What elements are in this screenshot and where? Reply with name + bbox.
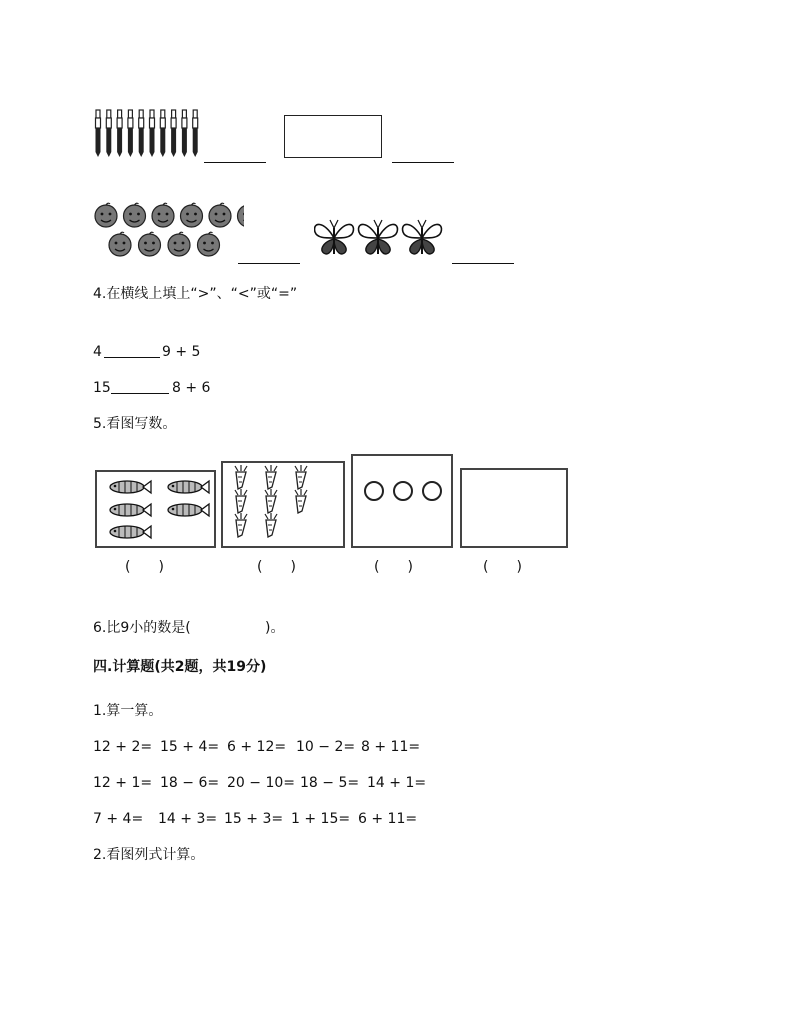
calc-problem: 12 + 2= xyxy=(93,739,153,755)
pumpkin-face xyxy=(181,203,203,227)
counting-stick xyxy=(117,110,122,157)
calc-1-prompt: 1.算一算。 xyxy=(93,703,163,719)
counting-stick xyxy=(139,110,144,157)
carrot xyxy=(295,465,307,489)
calc-problem: 18 − 6= xyxy=(160,775,220,791)
compare-blank[interactable] xyxy=(104,357,160,358)
carrot xyxy=(265,489,277,513)
counting-stick xyxy=(96,110,101,157)
butterflies-image xyxy=(314,216,446,260)
counting-stick xyxy=(128,110,133,157)
circle-shape xyxy=(423,482,441,500)
carrot xyxy=(235,489,247,513)
carrot xyxy=(295,489,307,513)
calc-problem: 18 − 5= xyxy=(300,775,360,791)
counting-stick xyxy=(182,110,187,157)
question-6-text: 6.比9小的数是( xyxy=(93,620,191,636)
answer-parentheses[interactable]: ( ) xyxy=(483,559,522,575)
empty-picture-box xyxy=(460,468,568,548)
answer-box[interactable] xyxy=(284,115,382,158)
carrot-picture-box xyxy=(221,461,345,548)
circle-shape xyxy=(365,482,383,500)
section-title: 四.计算题(共2题，共19分) xyxy=(93,659,267,675)
fish xyxy=(168,481,209,493)
compare-blank[interactable] xyxy=(111,393,169,394)
answer-parentheses[interactable]: ( ) xyxy=(257,559,296,575)
pumpkin-face xyxy=(238,203,245,227)
carrot xyxy=(265,513,277,537)
calc-problem: 7 + 4= xyxy=(93,811,144,827)
answer-blank[interactable] xyxy=(238,263,300,264)
pumpkin-face xyxy=(152,203,174,227)
answer-blank[interactable] xyxy=(452,263,514,264)
compare-right: 8 + 6 xyxy=(172,380,211,396)
pumpkin-face xyxy=(109,232,131,256)
butterfly xyxy=(403,220,442,254)
pumpkin-face xyxy=(209,203,231,227)
calc-problem: 8 + 11= xyxy=(361,739,421,755)
question-4-prompt: 4.在横线上填上“>”、“<”或“=” xyxy=(93,286,298,302)
answer-blank[interactable] xyxy=(392,162,454,163)
circle-picture-box xyxy=(351,454,453,548)
calc-problem: 20 − 10= xyxy=(227,775,295,791)
butterfly xyxy=(359,220,398,254)
pumpkin-faces-image xyxy=(94,202,244,260)
calc-2-prompt: 2.看图列式计算。 xyxy=(93,847,205,863)
counting-stick xyxy=(150,110,155,157)
counting-stick xyxy=(193,110,198,157)
butterfly xyxy=(315,220,354,254)
counting-stick xyxy=(160,110,165,157)
question-6-text-end: )。 xyxy=(265,620,285,636)
fish xyxy=(168,504,209,516)
answer-parentheses[interactable]: ( ) xyxy=(374,559,413,575)
calc-problem: 1 + 15= xyxy=(291,811,351,827)
calc-problem: 15 + 4= xyxy=(160,739,220,755)
calc-problem: 12 + 1= xyxy=(93,775,153,791)
calc-problem: 6 + 11= xyxy=(358,811,418,827)
answer-blank[interactable] xyxy=(204,162,266,163)
fish xyxy=(110,504,151,516)
carrot xyxy=(265,465,277,489)
carrot xyxy=(235,465,247,489)
compare-left: 15 xyxy=(93,380,111,396)
calc-problem: 15 + 3= xyxy=(224,811,284,827)
pumpkin-face xyxy=(95,203,117,227)
fish-picture-box xyxy=(95,470,216,548)
calc-problem: 14 + 1= xyxy=(367,775,427,791)
counting-sticks-image xyxy=(94,108,206,158)
circle-shape xyxy=(394,482,412,500)
question-5-prompt: 5.看图写数。 xyxy=(93,416,177,432)
counting-stick xyxy=(171,110,176,157)
pumpkin-face xyxy=(124,203,146,227)
pumpkin-face xyxy=(198,232,220,256)
compare-left: 4 xyxy=(93,344,102,360)
carrot xyxy=(235,513,247,537)
calc-problem: 6 + 12= xyxy=(227,739,287,755)
calc-problem: 14 + 3= xyxy=(158,811,218,827)
pumpkin-face xyxy=(168,232,190,256)
compare-right: 9 + 5 xyxy=(162,344,201,360)
counting-stick xyxy=(106,110,111,157)
fish xyxy=(110,481,151,493)
calc-problem: 10 − 2= xyxy=(296,739,356,755)
pumpkin-face xyxy=(139,232,161,256)
answer-parentheses[interactable]: ( ) xyxy=(125,559,164,575)
fish xyxy=(110,526,151,538)
